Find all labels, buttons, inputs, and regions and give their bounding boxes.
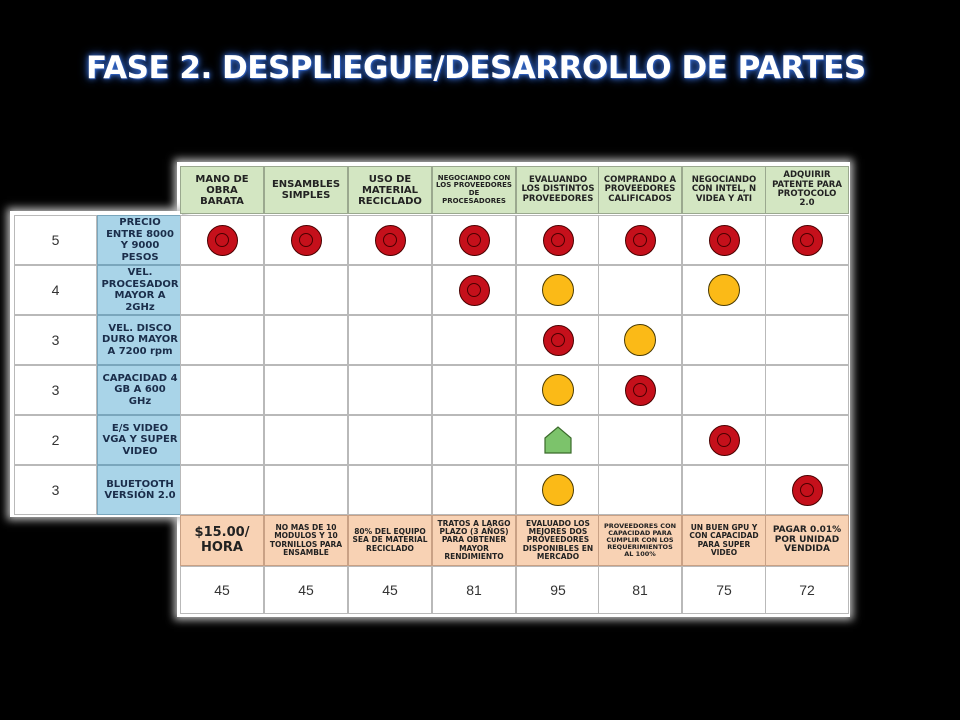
strong-relation-marker — [709, 425, 740, 456]
total-score: 72 — [765, 566, 849, 614]
column-header: USO DE MATERIAL RECICLADO — [348, 166, 432, 214]
matrix-cell — [180, 415, 264, 465]
matrix-cell — [432, 365, 516, 415]
row-weight: 3 — [14, 315, 97, 365]
matrix-cell — [765, 365, 849, 415]
medium-relation-marker — [708, 274, 740, 306]
strategy-cell: TRATOS A LARGO PLAZO (3 AÑOS) PARA OBTENER MAYOR RENDIMIENTO — [432, 515, 516, 566]
column-header: ADQUIRIR PATENTE PARA PROTOCOLO 2.0 — [765, 166, 849, 214]
matrix-cell — [348, 465, 432, 515]
matrix-cell — [765, 415, 849, 465]
matrix-cell — [264, 415, 348, 465]
strong-relation-marker — [291, 225, 322, 256]
total-score: 75 — [682, 566, 766, 614]
column-header: MANO DE OBRA BARATA — [180, 166, 264, 214]
matrix-cell — [348, 415, 432, 465]
criterion-label: VEL. PROCESADOR MAYOR A 2GHz — [97, 265, 183, 315]
row-weight: 2 — [14, 415, 97, 465]
strategy-cell: NO MAS DE 10 MODULOS Y 10 TORNILLOS PARA ENSAMBLE — [264, 515, 348, 566]
criterion-label: PRECIO ENTRE 8000 Y 9000 PESOS — [97, 215, 183, 265]
strategy-cell: PROVEEDORES CON CAPACIDAD PARA CUMPLIR CON LOS REQUERIMIENTOS AL 100% — [598, 515, 682, 566]
criterion-label: VEL. DISCO DURO MAYOR A 7200 rpm — [97, 315, 183, 365]
criterion-label: CAPACIDAD 4 GB A 600 GHz — [97, 365, 183, 415]
strong-relation-marker — [543, 225, 574, 256]
total-score: 45 — [180, 566, 264, 614]
column-header: COMPRANDO A PROVEEDORES CALIFICADOS — [598, 166, 682, 214]
matrix-cell — [180, 465, 264, 515]
strategy-cell: $15.00/ HORA — [180, 515, 264, 566]
matrix-cell — [180, 265, 264, 315]
medium-relation-marker — [542, 374, 574, 406]
strong-relation-marker — [459, 275, 490, 306]
total-score: 81 — [432, 566, 516, 614]
matrix-cell — [432, 465, 516, 515]
column-header: EVALUANDO LOS DISTINTOS PROVEEDORES — [516, 166, 600, 214]
matrix-cell — [348, 315, 432, 365]
column-header: NEGOCIANDO CON INTEL, N VIDEA Y ATI — [682, 166, 766, 214]
row-weight: 5 — [14, 215, 97, 265]
strong-relation-marker — [459, 225, 490, 256]
row-weight: 4 — [14, 265, 97, 315]
row-weight: 3 — [14, 365, 97, 415]
matrix-cell — [598, 415, 682, 465]
matrix-cell — [765, 315, 849, 365]
matrix-cell — [180, 315, 264, 365]
strong-relation-marker — [792, 225, 823, 256]
medium-relation-marker — [624, 324, 656, 356]
strong-relation-marker — [625, 375, 656, 406]
matrix-cell — [682, 465, 766, 515]
matrix-cell — [348, 365, 432, 415]
matrix-cell — [432, 315, 516, 365]
strong-relation-marker — [375, 225, 406, 256]
strong-relation-marker — [625, 225, 656, 256]
matrix-cell — [264, 365, 348, 415]
total-score: 81 — [598, 566, 682, 614]
medium-relation-marker — [542, 274, 574, 306]
strategy-cell: UN BUEN GPU Y CON CAPACIDAD PARA SUPER VIDEO — [682, 515, 766, 566]
matrix-cell — [682, 315, 766, 365]
strategy-cell: EVALUADO LOS MEJORES DOS PROVEEDORES DISPONIBLES EN MERCADO — [516, 515, 600, 566]
page-title: FASE 2. DESPLIEGUE/DESARROLLO DE PARTES — [86, 50, 866, 86]
matrix-cell — [765, 265, 849, 315]
row-weight: 3 — [14, 465, 97, 515]
total-score: 45 — [264, 566, 348, 614]
matrix-cell — [682, 365, 766, 415]
criterion-label: BLUETOOTH VERSIÓN 2.0 — [97, 465, 183, 515]
column-header: ENSAMBLES SIMPLES — [264, 166, 348, 214]
total-score: 95 — [516, 566, 600, 614]
column-header: NEGOCIANDO CON LOS PROVEEDORES DE PROCESADORES — [432, 166, 516, 214]
matrix-cell — [264, 465, 348, 515]
matrix-cell — [598, 465, 682, 515]
matrix-cell — [348, 265, 432, 315]
strong-relation-marker — [543, 325, 574, 356]
strategy-cell: PAGAR 0.01% POR UNIDAD VENDIDA — [765, 515, 849, 566]
matrix-cell — [598, 265, 682, 315]
strong-relation-marker — [207, 225, 238, 256]
medium-relation-marker — [542, 474, 574, 506]
total-score: 45 — [348, 566, 432, 614]
criterion-label: E/S VIDEO VGA Y SUPER VIDEO — [97, 415, 183, 465]
strong-relation-marker — [709, 225, 740, 256]
matrix-cell — [432, 415, 516, 465]
strategy-cell: 80% DEL EQUIPO SEA DE MATERIAL RECICLADO — [348, 515, 432, 566]
matrix-cell — [264, 315, 348, 365]
matrix-cell — [180, 365, 264, 415]
strong-relation-marker — [792, 475, 823, 506]
weak-relation-marker — [543, 426, 573, 454]
matrix-cell — [264, 265, 348, 315]
